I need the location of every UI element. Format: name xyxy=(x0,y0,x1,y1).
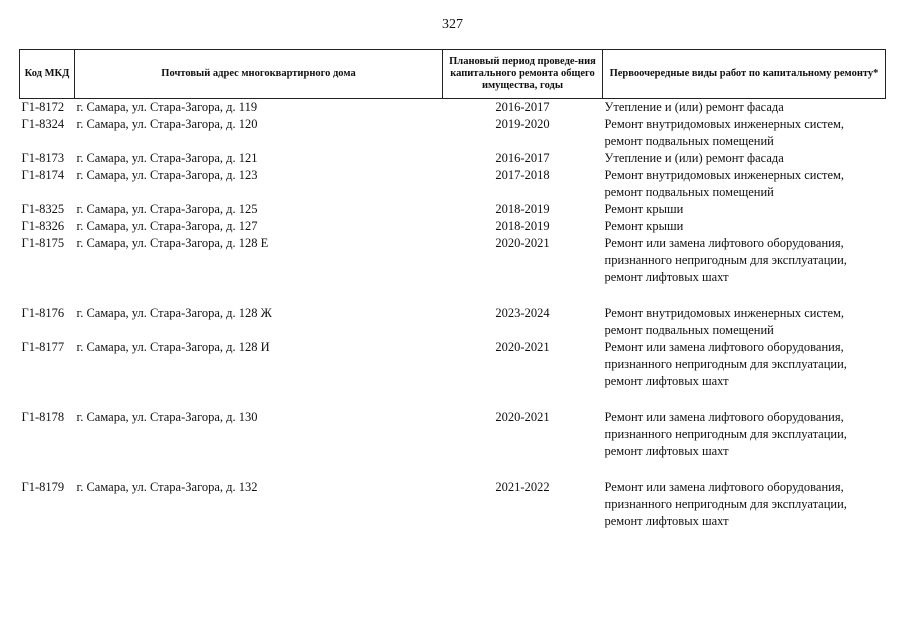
works-cell: Ремонт внутридомовых инженерных систем, ремонт подвальных помещений xyxy=(604,168,845,199)
table-row xyxy=(20,150,886,167)
period-cell: 2020-2021 xyxy=(495,410,550,424)
house-code-cell: Г1-8177 xyxy=(21,340,65,354)
works-cell: Ремонт или замена лифтового оборудования, признанного непригодным для эксплуатации, ремонт лифтовых шахт xyxy=(604,236,847,284)
table-row xyxy=(20,218,886,235)
address-cell: г. Самара, ул. Стара-Загора, д. 128 Ж xyxy=(76,306,272,320)
period-cell: 2016-2017 xyxy=(495,151,550,165)
house-code-cell: Г1-8178 xyxy=(21,410,65,424)
house-code-cell: Г1-8326 xyxy=(21,219,65,233)
address-cell: г. Самара, ул. Стара-Загора, д. 121 xyxy=(76,151,258,165)
address-cell: г. Самара, ул. Стара-Загора, д. 127 xyxy=(76,219,258,233)
table-body xyxy=(20,99,886,531)
works-cell: Ремонт внутридомовых инженерных систем, ремонт подвальных помещений xyxy=(604,117,845,148)
address-cell: г. Самара, ул. Стара-Загора, д. 123 xyxy=(76,168,258,182)
column-header-code: Код МКД xyxy=(20,50,75,99)
address-cell: г. Самара, ул. Стара-Загора, д. 128 Е xyxy=(76,236,269,250)
table-row xyxy=(20,479,886,530)
works-cell: Утепление и (или) ремонт фасада xyxy=(604,151,784,165)
page-number: 327 xyxy=(442,17,463,32)
table-row xyxy=(20,167,886,201)
house-code-cell: Г1-8172 xyxy=(21,100,65,114)
period-cell: 2018-2019 xyxy=(495,202,550,216)
period-cell: 2020-2021 xyxy=(495,340,550,354)
table-row xyxy=(20,305,886,339)
address-cell: г. Самара, ул. Стара-Загора, д. 119 xyxy=(76,100,258,114)
column-header-period: Плановый период проведе-ния капитального ремонта общего имущества, годы xyxy=(443,50,603,99)
house-code-cell: Г1-8173 xyxy=(21,151,65,165)
house-code-cell: Г1-8175 xyxy=(21,236,65,250)
house-code-cell: Г1-8176 xyxy=(21,306,65,320)
column-header-works: Первоочередные виды работ по капитальному ремонту* xyxy=(603,50,886,99)
capital-repair-table xyxy=(19,49,886,530)
address-cell: г. Самара, ул. Стара-Загора, д. 130 xyxy=(76,410,258,424)
period-cell: 2023-2024 xyxy=(495,306,550,320)
table-header xyxy=(20,50,886,99)
column-header-address: Почтовый адрес многоквартирного дома xyxy=(75,50,443,99)
table-row xyxy=(20,201,886,218)
table-row xyxy=(20,116,886,150)
works-cell: Ремонт внутридомовых инженерных систем, ремонт подвальных помещений xyxy=(604,306,845,337)
house-code-cell: Г1-8174 xyxy=(21,168,65,182)
house-code-cell: Г1-8325 xyxy=(21,202,65,216)
period-cell: 2018-2019 xyxy=(495,219,550,233)
table-row xyxy=(20,99,886,117)
works-cell: Ремонт или замена лифтового оборудования, признанного непригодным для эксплуатации, ремонт лифтовых шахт xyxy=(604,480,847,528)
works-cell: Утепление и (или) ремонт фасада xyxy=(604,100,784,114)
period-cell: 2016-2017 xyxy=(495,100,550,114)
period-cell: 2020-2021 xyxy=(495,236,550,250)
house-code-cell: Г1-8179 xyxy=(21,480,65,494)
address-cell: г. Самара, ул. Стара-Загора, д. 132 xyxy=(76,480,258,494)
works-cell: Ремонт крыши xyxy=(604,202,684,216)
period-cell: 2017-2018 xyxy=(495,168,550,182)
table-row xyxy=(20,339,886,409)
address-cell: г. Самара, ул. Стара-Загора, д. 120 xyxy=(76,117,258,131)
works-cell: Ремонт или замена лифтового оборудования, признанного непригодным для эксплуатации, ремонт лифтовых шахт xyxy=(604,340,847,388)
period-cell: 2021-2022 xyxy=(495,480,550,494)
period-cell: 2019-2020 xyxy=(495,117,550,131)
works-cell: Ремонт или замена лифтового оборудования, признанного непригодным для эксплуатации, ремонт лифтовых шахт xyxy=(604,410,847,458)
table-row xyxy=(20,235,886,305)
works-cell: Ремонт крыши xyxy=(604,219,684,233)
header-row xyxy=(20,50,886,99)
table-row xyxy=(20,409,886,479)
house-code-cell: Г1-8324 xyxy=(21,117,65,131)
address-cell: г. Самара, ул. Стара-Загора, д. 125 xyxy=(76,202,258,216)
address-cell: г. Самара, ул. Стара-Загора, д. 128 И xyxy=(76,340,270,354)
